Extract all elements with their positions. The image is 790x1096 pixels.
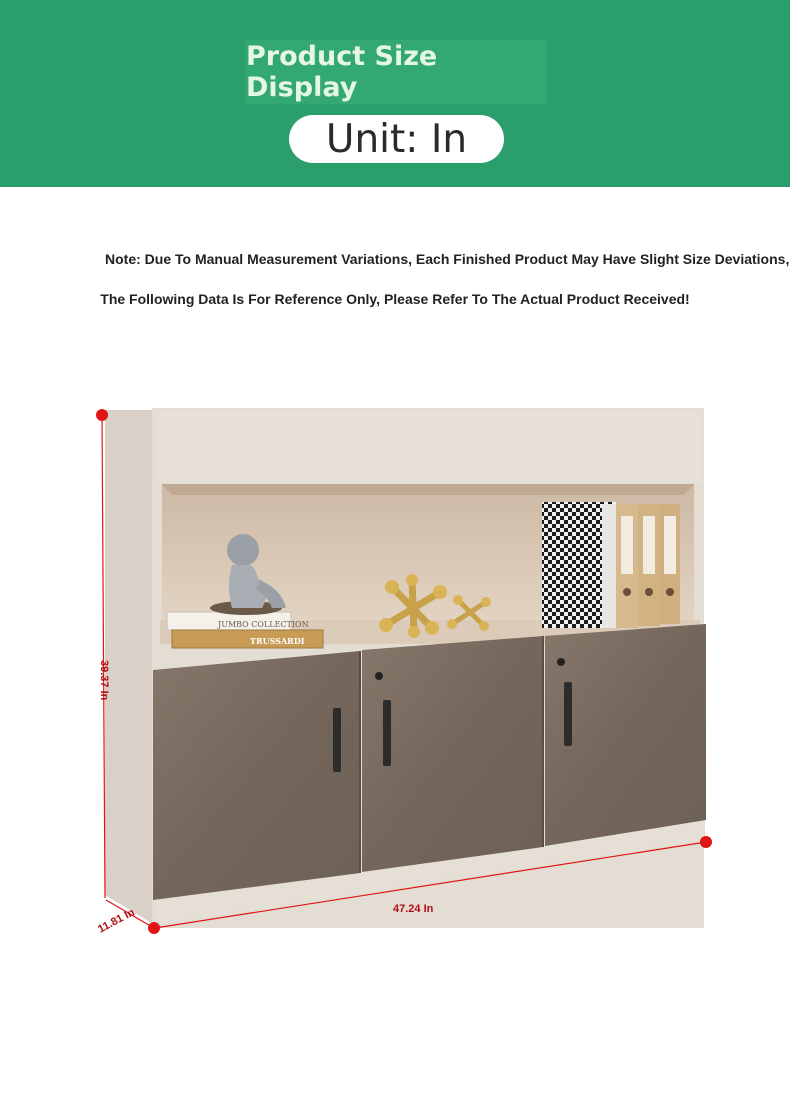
dimension-height-label: 39.37 In [98, 660, 110, 701]
dimension-width-label: 47.24 In [393, 903, 434, 915]
note-line-2: The Following Data Is For Reference Only, Please Refer To The Actual Product Received! [100, 291, 690, 307]
unit-badge [289, 115, 504, 163]
header-banner [0, 0, 790, 187]
title-box [246, 40, 546, 104]
cabinet-side-panel [105, 410, 155, 925]
handle-right [564, 682, 572, 746]
dimension-depth-label: 11.81 In [96, 906, 137, 936]
unit-label: Unit: In [325, 116, 468, 162]
dimension-point-bottom-right [700, 836, 712, 848]
note-line-1: Note: Due To Manual Measurement Variations, Each Finished Product May Have Slight Size Deviations, [105, 251, 790, 267]
page-title: Product Size Display [246, 41, 438, 103]
handle-middle [383, 700, 391, 766]
lock-right [557, 658, 565, 666]
lock-middle [375, 672, 383, 680]
dimension-point-top [96, 409, 108, 421]
cabinet-illustration [0, 380, 790, 980]
dimension-point-bottom-left [148, 922, 160, 934]
product-figure [0, 380, 790, 980]
door-left [153, 651, 360, 900]
handle-left [333, 708, 341, 772]
book-title-bottom: TRUSSARDI [250, 636, 305, 646]
book-title-top: JUMBO COLLECTION [218, 620, 309, 629]
